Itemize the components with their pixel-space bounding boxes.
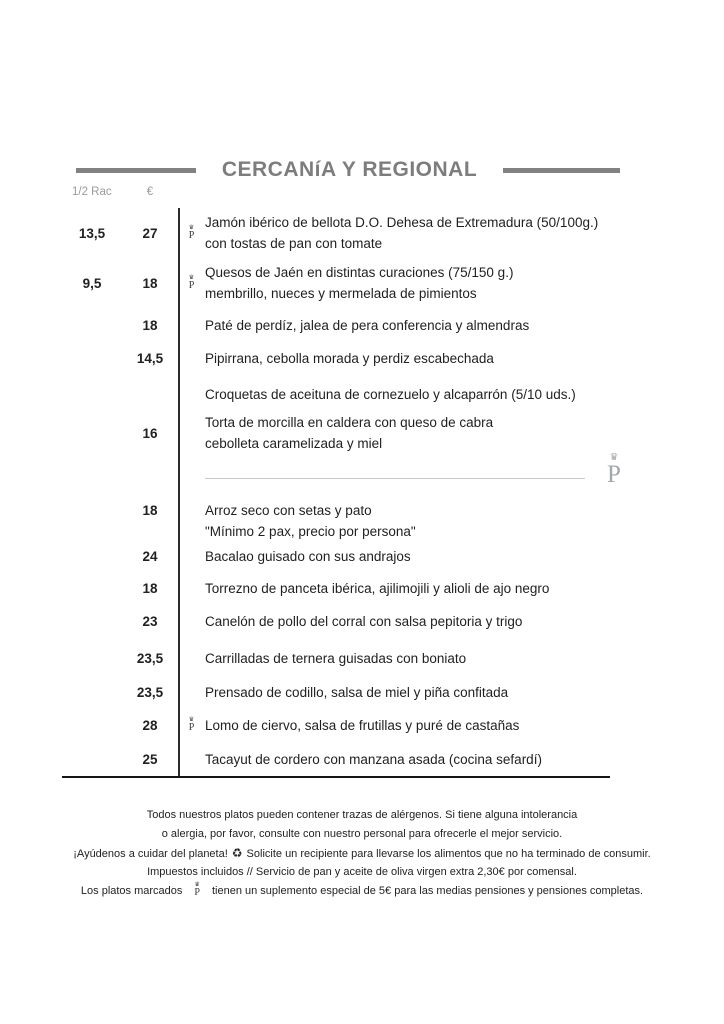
item-name: Quesos de Jaén en distintas curaciones (75/150 g.) membrillo, nueces y mermelada de pimientos: [205, 265, 514, 301]
menu-table: [62, 208, 621, 778]
menu-item-row: [62, 411, 610, 455]
title-divider-left: [76, 168, 196, 173]
planet-note-line: ¡Ayúdenos a cuidar del planeta! ♻ Solicite un recipiente para llevarse los alimentos que no ha terminado de consumir.: [73, 846, 651, 860]
item-name: Canelón de pollo del corral con salsa pepitoria y trigo: [205, 613, 523, 629]
supplement-note-line: Los platos marcados ♛ P tienen un suplemento especial de 5€ para las medias pensiones y pensiones completas.: [80, 881, 644, 898]
menu-item-row: [62, 748, 610, 770]
title-divider-right: [503, 168, 620, 173]
price-value: 25: [142, 751, 158, 767]
section-divider: [205, 478, 585, 479]
half-price-value: 13,5: [78, 225, 106, 241]
half-ration-column-header: 1/2 Rac: [72, 186, 112, 198]
item-name: Arroz seco con setas y pato "Mínimo 2 pax, precio por persona": [205, 500, 610, 542]
item-name: Pipirrana, cebolla morada y perdiz escabechada: [205, 350, 494, 366]
item-name: Prensado de codillo, salsa de miel y piña confitada: [205, 684, 509, 700]
price-value: 28: [142, 717, 158, 733]
price-value: 18: [142, 275, 158, 291]
item-name: Carrilladas de ternera guisadas con boniato: [205, 650, 467, 666]
supplement-crown-p-icon: ♛ P: [188, 224, 195, 241]
menu-item-row: [62, 500, 610, 544]
item-name: Paté de perdíz, jalea de pera conferencia y almendras: [205, 317, 530, 333]
menu-item-row: [62, 210, 610, 256]
menu-item-row: [62, 577, 610, 599]
crown-p-logo-icon: ♛ P: [607, 452, 621, 488]
price-value: 18: [142, 580, 158, 596]
allergen-note-line-2: o alergia, por favor, consulte con nuestro personal para ofrecerle el mejor servicio.: [161, 828, 563, 840]
menu-item-row: [62, 681, 610, 703]
price-value: 14,5: [136, 350, 164, 366]
price-value: 24: [142, 548, 158, 564]
euro-column-header: €: [146, 186, 154, 198]
item-note: "Mínimo 2 pax, precio por persona": [205, 524, 416, 539]
menu-item-row: [62, 610, 610, 632]
column-headers: [62, 186, 262, 202]
price-value: 18: [142, 317, 158, 333]
bottom-rule: [62, 776, 610, 778]
supplement-crown-p-icon: ♛ P: [188, 716, 195, 733]
menu-item-row: [62, 314, 610, 336]
price-value: 23: [142, 613, 158, 629]
menu-item-row: [62, 647, 610, 669]
supplement-crown-p-icon: ♛ P: [194, 881, 200, 898]
item-name: Torta de morcilla en caldera con queso de cabra cebolleta caramelizada y miel: [205, 415, 494, 451]
item-name: Jamón ibérico de bellota D.O. Dehesa de Extremadura (50/100g.) con tostas de pan con tomate: [205, 215, 599, 251]
page-title: CERCANíA Y REGIONAL: [221, 158, 478, 181]
price-value: 18: [142, 503, 158, 518]
taxes-note-line: Impuestos incluidos // Servicio de pan y aceite de oliva virgen extra 2,30€ por comensal.: [147, 866, 577, 878]
price-value: 16: [142, 425, 158, 441]
supplement-crown-p-icon: ♛ P: [188, 274, 195, 291]
item-name: Bacalao guisado con sus andrajos: [205, 548, 411, 564]
menu-item-row: [62, 347, 610, 369]
title-row: [76, 158, 620, 182]
half-price-value: 9,5: [82, 275, 102, 291]
price-value: 23,5: [136, 650, 164, 666]
menu-item-row: [62, 714, 610, 736]
item-name: Lomo de ciervo, salsa de frutillas y puré de castañas: [205, 717, 520, 733]
recycle-icon: ♻: [231, 846, 243, 860]
menu-item-row: [62, 261, 610, 305]
price-value: 23,5: [136, 684, 164, 700]
item-name: Torrezno de panceta ibérica, ajilimojili y alioli de ajo negro: [205, 580, 550, 596]
menu-item-row: [62, 383, 610, 405]
allergen-note-line-1: Todos nuestros platos pueden contener trazas de alérgenos. Si tiene alguna intolerancia: [146, 809, 578, 821]
item-name: Tacayut de cordero con manzana asada (cocina sefardí): [205, 751, 542, 767]
price-value: 27: [142, 225, 158, 241]
footer-notes: [32, 806, 692, 901]
item-name: Croquetas de aceituna de cornezuelo y alcaparrón (5/10 uds.): [205, 386, 576, 402]
menu-item-row: [62, 545, 610, 567]
